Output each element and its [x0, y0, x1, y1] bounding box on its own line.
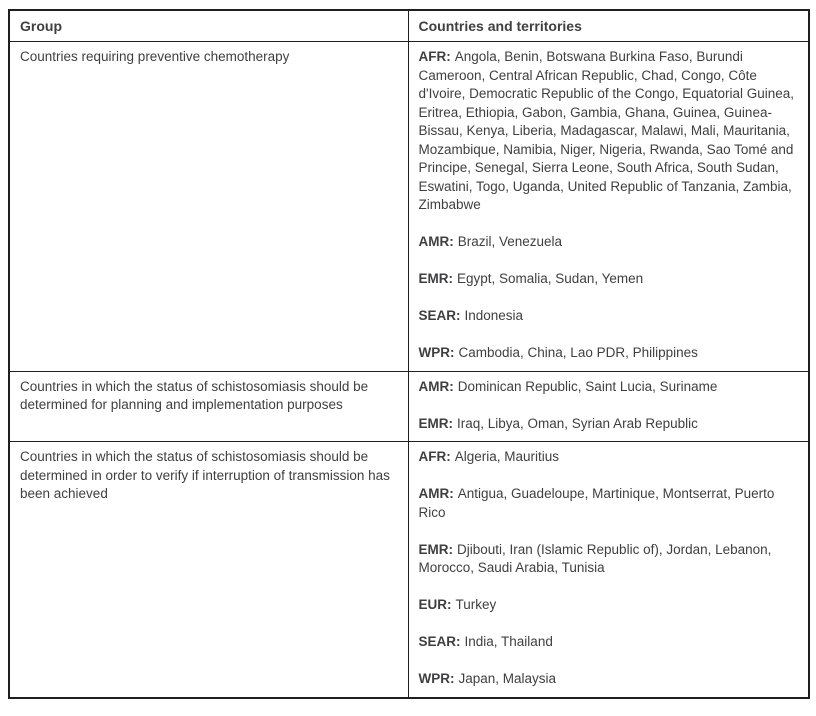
region-countries: Djibouti, Iran (Islamic Republic of), Jordan, Lebanon, Morocco, Saudi Arabia, Tunisia	[418, 541, 772, 575]
region-entry	[419, 48, 799, 215]
table-row	[9, 442, 809, 698]
region-code: EUR:	[418, 597, 452, 612]
group-cell: Countries requiring preventive chemotherapy	[9, 42, 408, 372]
countries-cell	[408, 42, 809, 372]
region-countries: Iraq, Libya, Oman, Syrian Arab Republic	[457, 415, 698, 431]
region-countries: India, Thailand	[464, 634, 553, 649]
region-entry	[419, 270, 799, 289]
region-entry	[419, 485, 799, 522]
region-entry	[419, 233, 799, 252]
region-countries: Dominican Republic, Saint Lucia, Suriname	[457, 378, 718, 394]
region-countries: Japan, Malaysia	[458, 671, 557, 686]
region-countries: Brazil, Venezuela	[457, 234, 563, 249]
region-code: AMR:	[418, 378, 454, 394]
region-code: EMR:	[418, 415, 453, 431]
region-entry	[419, 670, 799, 689]
region-entry	[419, 344, 799, 363]
region-countries: Antigua, Guadeloupe, Martinique, Montserrat, Puerto Rico	[418, 486, 775, 520]
region-code: SEAR:	[418, 308, 461, 323]
region-entry	[419, 307, 799, 326]
region-code: AFR:	[418, 449, 451, 464]
region-code: WPR:	[418, 345, 455, 360]
column-header-group: Group	[9, 10, 408, 42]
region-entry	[419, 448, 799, 467]
region-code: EMR:	[418, 271, 453, 286]
region-countries: Turkey	[455, 597, 497, 612]
region-entry	[419, 596, 799, 615]
schistosomiasis-country-table	[8, 9, 810, 699]
region-code: AMR:	[418, 486, 454, 501]
region-entry	[419, 633, 799, 652]
region-code: AMR:	[418, 234, 454, 249]
countries-cell	[408, 442, 809, 698]
region-entry	[419, 541, 799, 578]
region-code: WPR:	[418, 671, 455, 686]
header-row	[9, 10, 809, 42]
region-countries: Cambodia, China, Lao PDR, Philippines	[458, 345, 698, 360]
region-entry	[419, 378, 799, 397]
table-row	[9, 371, 809, 442]
table-row	[9, 42, 809, 372]
region-countries: Indonesia	[464, 308, 524, 323]
region-countries: Angola, Benin, Botswana Burkina Faso, Burundi Cameroon, Central African Republic, Chad, Congo, Côte d'Ivoire, Democratic Republic of the Congo, Equatorial Guinea, Eritrea, Ethiopia, Gabon, Gambia, Ghana, Guinea, Guinea-Bissau, Kenya, Liberia, Madagascar, Malawi, Mali, Mauritania, Mozambique, Namibia, Niger, Nigeria, Rwanda, Sao Tomé and Principe, Senegal, Sierra Leone, South Africa, South Sudan, Eswatini, Togo, Uganda, United Republic of Tanzania, Zambia, Zimbabwe	[418, 49, 795, 212]
column-header-countries: Countries and territories	[408, 10, 809, 42]
group-cell: Countries in which the status of schistosomiasis should be determined in order to verify if interruption of transmission has been achieved	[9, 442, 408, 698]
countries-cell	[408, 371, 809, 442]
region-countries: Algeria, Mauritius	[454, 449, 560, 464]
region-code: AFR:	[418, 49, 451, 64]
region-entry	[419, 415, 799, 434]
region-code: SEAR:	[418, 634, 461, 649]
region-code: EMR:	[418, 541, 453, 557]
group-cell: Countries in which the status of schistosomiasis should be determined for planning and implementation purposes	[9, 371, 408, 442]
region-countries: Egypt, Somalia, Sudan, Yemen	[457, 271, 644, 286]
